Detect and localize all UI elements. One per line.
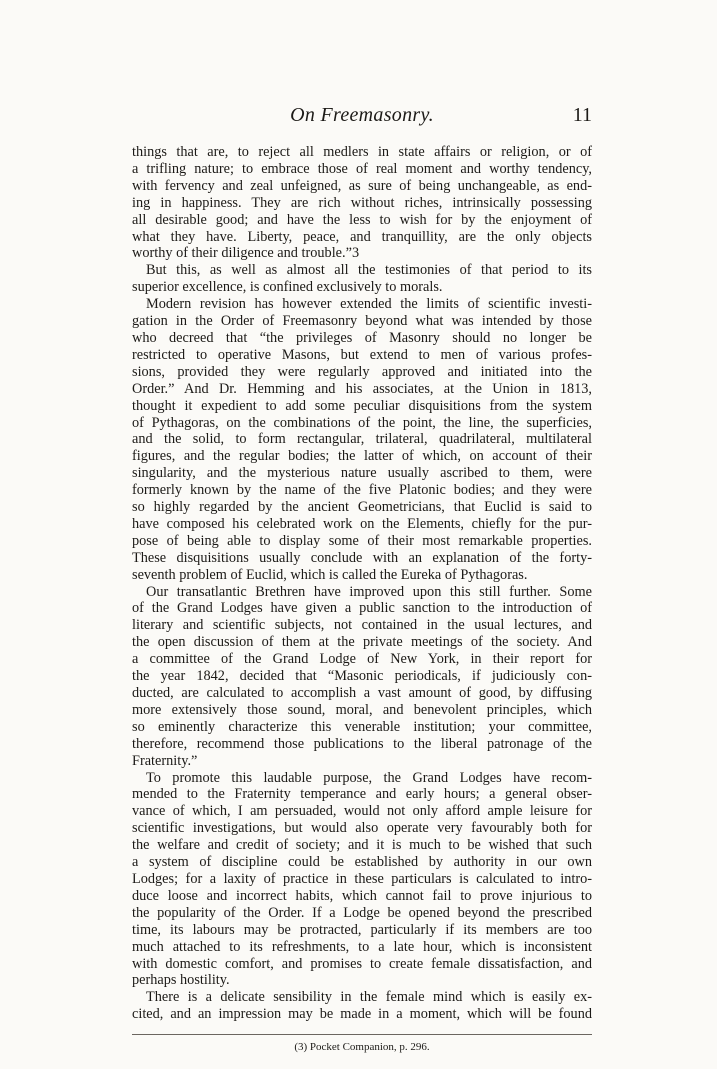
footnote-rule <box>132 1034 592 1035</box>
text-line: of the Grand Lodges have given a public sanction to the introduction of <box>132 600 592 617</box>
text-line: Our transatlantic Brethren have improved upon this still further. Some <box>146 583 592 600</box>
text-line: cited, and an impression may be made in a moment, which will be found <box>132 1006 592 1023</box>
text-line: so eminently characterize this venerable institution; your committee, <box>132 718 592 735</box>
text-line: more extensively those sound, moral, and benevolent principles, which <box>132 701 592 718</box>
body-text <box>132 144 592 1023</box>
page-header <box>132 104 592 130</box>
text-line: scientific investigations, but would also operate very favourably both for <box>132 820 592 837</box>
text-line: much attached to its refreshments, to a late hour, which is inconsistent <box>132 938 592 955</box>
text-line: perhaps hostility. <box>132 972 230 989</box>
text-line: sions, provided they were regularly approved and initiated into the <box>132 363 592 380</box>
text-line: worthy of their diligence and trouble.”3 <box>132 245 360 262</box>
text-line: what they have. Liberty, peace, and tranquillity, are the only objects <box>132 228 592 245</box>
text-line: mended to the Fraternity temperance and early hours; a general obser- <box>132 786 592 803</box>
text-line: seventh problem of Euclid, which is called the Eureka of Pythagoras. <box>132 566 528 583</box>
text-line: restricted to operative Masons, but extend to men of various profes- <box>132 346 592 363</box>
text-line: a system of discipline could be established by authority in our own <box>132 854 592 871</box>
text-line: who decreed that “the privileges of Masonry should no longer be <box>132 329 592 346</box>
text-line: the open discussion of them at the private meetings of the society. And <box>132 634 592 651</box>
text-line: the year 1842, decided that “Masonic periodicals, if judiciously con- <box>132 668 592 685</box>
text-line: things that are, to reject all medlers in state affairs or religion, or of <box>132 144 592 160</box>
text-line: pose of being able to display some of their most remarkable properties. <box>132 532 592 549</box>
text-line: and the solid, to form rectangular, trilateral, quadrilateral, multilateral <box>132 431 592 448</box>
text-line: figures, and the regular bodies; the latter of which, on account of their <box>132 448 592 465</box>
text-line: with domestic comfort, and promises to create female dissatisfaction, and <box>132 955 592 972</box>
footnote: (3) Pocket Companion, p. 296. <box>294 1041 430 1053</box>
text-line: Order.” And Dr. Hemming and his associates, at the Union in 1813, <box>132 380 592 397</box>
text-line: a committee of the Grand Lodge of New York, in their report for <box>132 651 592 668</box>
text-line: Fraternity.” <box>132 752 198 769</box>
text-line: superior excellence, is confined exclusively to morals. <box>132 279 443 296</box>
text-line: Modern revision has however extended the limits of scientific investi- <box>146 296 592 313</box>
text-line: ducted, are calculated to accomplish a vast amount of good, by diffusing <box>132 685 592 701</box>
page-number: 11 <box>572 104 592 126</box>
text-line: a trifling nature; to embrace those of real moment and worthy tendency, <box>132 160 592 177</box>
text-line: singularity, and the mysterious nature usually ascribed to them, were <box>132 465 592 482</box>
text-line: with fervency and zeal unfeigned, as sure of being unchangeable, as end- <box>132 177 592 194</box>
text-line: ing in happiness. They are rich without riches, intrinsically possessing <box>132 194 592 211</box>
text-line: the popularity of the Order. If a Lodge be opened beyond the prescribed <box>132 904 592 921</box>
text-line: have composed his celebrated work on the Elements, chiefly for the pur- <box>132 515 592 532</box>
text-line: vance of which, I am persuaded, would not only afford ample leisure for <box>132 803 592 820</box>
text-line: so highly regarded by the ancient Geometricians, that Euclid is said to <box>132 499 592 516</box>
running-title: On Freemasonry. <box>290 104 434 126</box>
text-line: gation in the Order of Freemasonry beyond what was intended by those <box>132 313 592 330</box>
text-line: formerly known by the name of the five Platonic bodies; and they were <box>132 482 592 499</box>
text-line: all desirable good; and have the less to wish for by the enjoyment of <box>132 211 592 228</box>
text-line: There is a delicate sensibility in the female mind which is easily ex- <box>146 989 592 1006</box>
text-line: To promote this laudable purpose, the Grand Lodges have recom- <box>146 769 592 786</box>
text-line: Lodges; for a laxity of practice in these particulars is calculated to intro- <box>132 870 592 887</box>
text-line: literary and scientific subjects, not contained in the usual lectures, and <box>132 617 592 634</box>
text-line: therefore, recommend those publications to the liberal patronage of the <box>132 735 592 752</box>
text-line: These disquisitions usually conclude with an explanation of the forty- <box>132 549 592 566</box>
text-line: thought it expedient to add some peculiar disquisitions from the system <box>132 397 592 414</box>
text-line: of Pythagoras, on the combinations of the point, the line, the superficies, <box>132 414 592 431</box>
text-line: time, its labours may be protracted, particularly if its members are too <box>132 921 592 938</box>
text-line: the welfare and credit of society; and it is much to be wished that such <box>132 837 592 854</box>
text-line: But this, as well as almost all the testimonies of that period to its <box>146 262 592 279</box>
text-line: duce loose and incorrect habits, which cannot fail to prove injurious to <box>132 887 592 904</box>
